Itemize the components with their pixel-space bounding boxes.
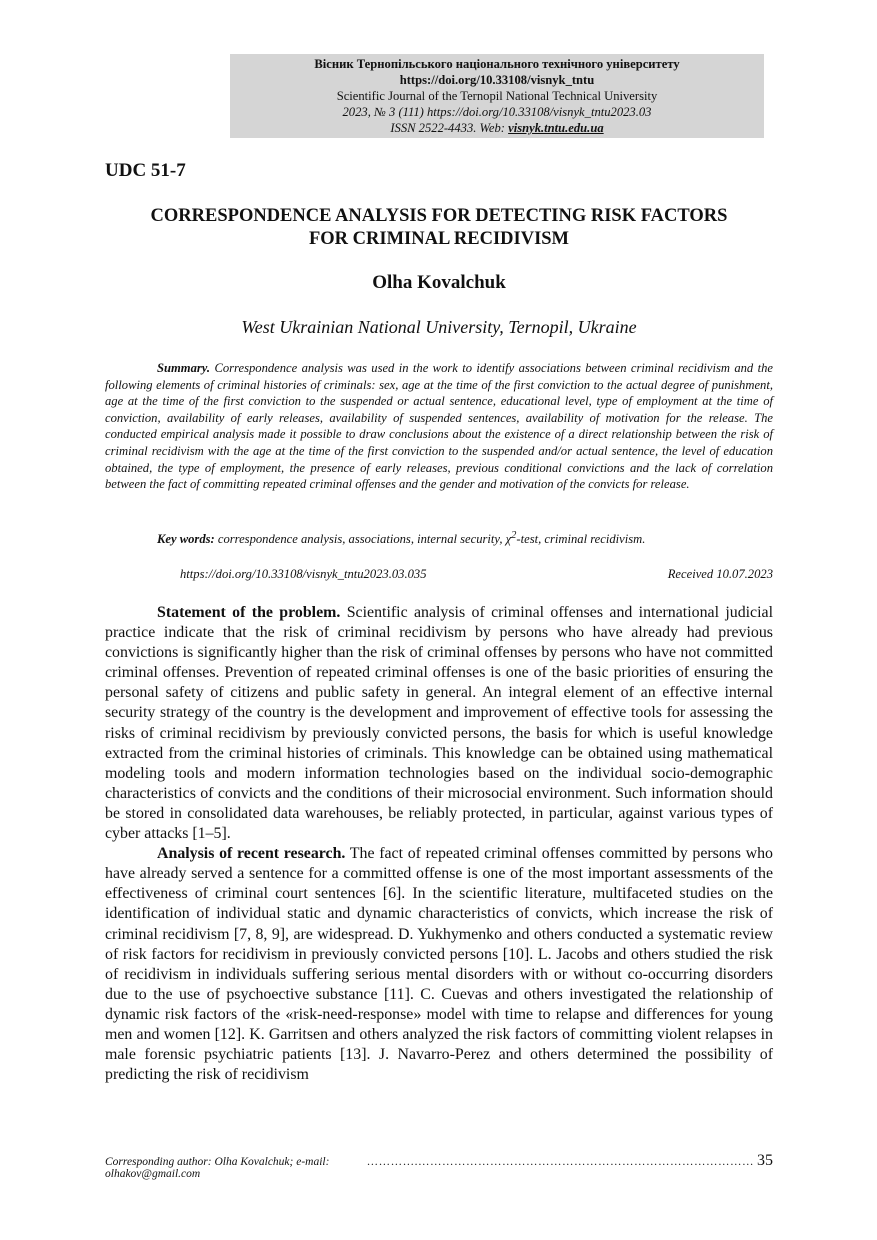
footer-leader-dots: ………….………………………………………………………………………… [366,1156,754,1168]
article-meta [180,567,773,582]
section-heading-statement: Statement of the problem. [157,604,341,621]
paragraph-statement-of-problem [105,603,773,844]
section-heading-recent-research: Analysis of recent research. [157,845,346,863]
keywords-superscript: 2 [511,530,517,541]
author-affiliation: West Ukrainian National University, Ternopil, Ukraine [241,317,637,337]
article-body [105,603,773,1085]
keywords-label: Key words: [157,532,215,547]
journal-name-en: Scientific Journal of the Ternopil National Technical University [336,89,658,103]
page-footer [105,1152,773,1180]
page-number: 35 [757,1152,773,1169]
journal-doi: https://doi.org/10.33108/visnyk_tntu [399,73,595,87]
issn-line [230,120,764,136]
issn-text: ISSN 2522-4433. Web: [390,121,509,135]
summary-text: Correspondence analysis was used in the work to identify associations between criminal recidivism and the following elements of criminal histories of criminals: sex, age at the time of the first conviction to the actual degree of punishment, age at the time of the first conviction to the suspended or actual sentence, educational level, type of employment at the time of conviction, availability of early releases, availability of suspended sentences, availability of motivation for the release. The conducted empirical analysis made it possible to draw conclusions about the existence of a direct relationship between the risk of criminal recidivism with the age at the time of the first conviction to the suspended and/or actual sentence, the level of education obtained, the type of employment, the presence of early releases, previous conditional convictions and the lack of correlation between the fact of committing repeated criminal offenses and the gender and motivation of the convicts for release. [105,361,773,492]
issue-info: 2023, № 3 (111) https://doi.org/10.33108/visnyk_tntu2023.03 [342,105,652,119]
article-doi[interactable]: https://doi.org/10.33108/visnyk_tntu2023.03.035 [180,567,427,581]
keywords-paragraph [105,528,773,548]
paragraph-recent-research [105,844,773,1085]
journal-name-ua: Вісник Тернопільського національного технічного університету [314,57,680,71]
journal-website-link[interactable]: visnyk.tntu.edu.ua [508,121,604,135]
received-date: Received 10.07.2023 [667,567,773,581]
author-name: Olha Kovalchuk [372,272,506,293]
corresponding-author: Corresponding author: Olha Kovalchuk; e-mail: olhakov@gmail.com [105,1156,330,1180]
paragraph-text: Scientific analysis of criminal offenses and international judicial practice indicate that the risk of criminal recidivism by persons who have already had previous convictions is significantly higher than the risk of criminal offenses by persons who have not committed criminal offenses. Prevention of repeated criminal offenses is one of the basic priorities of ensuring the personal safety of citizens and public safety in general. An integral element of an effective internal security strategy of the country is the development and improvement of effective tools for assessing the risks of criminal recidivism by previously convicted persons, the basis for which is useful knowledge extracted from the criminal histories of criminals. This knowledge can be obtained using mathematical modeling tools and modern information technologies based on the individual socio-demographic characteristics of convicts and the conditions of their microsocial environment. Such information should be stored in consolidated data warehouses, be reliably protected, in particular, against various types of cyber attacks [1–5]. [105,604,773,843]
paragraph-text: The fact of repeated criminal offenses committed by persons who have already served a sentence for a committed offense is one of the most important assessments of the effectiveness of criminal court sentences [6]. In the scientific literature, multifaceted studies on the identification of individual static and dynamic characteristics of convicts, which increase the risk of criminal recidivism [7, 8, 9], are widespread. D. Yukhymenko and others conducted a systematic review of risk factors for recidivism in previously convicted persons [10]. L. Jacobs and others studied the risk of recidivism in individuals suffering serious mental disorders with or without co-occurring disorders due to the use of psychoective substance [11]. C. Cuevas and others investigated the relationship of dynamic risk factors of the «risk-need-response» model with time to relapse and differences for young men and women [12]. K. Garritsen and others analyzed the risk factors of committing violent relapses in male forensic psychiatric patients [13]. J. Navarro-Perez and others determined the possibility of predicting the risk of recidivism [105,845,773,1084]
title-line-2: FOR CRIMINAL RECIDIVISM [308,229,570,249]
summary-label: Summary. [157,361,211,375]
summary-paragraph [105,360,773,493]
journal-header [230,54,764,138]
keywords-text-end: -test, criminal recidivism. [516,532,646,547]
paper-title [105,205,773,251]
keywords-text: correspondence analysis, associations, internal security, χ [214,532,512,547]
title-line-1: CORRESPONDENCE ANALYSIS FOR DETECTING RISK FACTORS [150,206,728,226]
udc-code: UDC 51-7 [105,160,186,181]
